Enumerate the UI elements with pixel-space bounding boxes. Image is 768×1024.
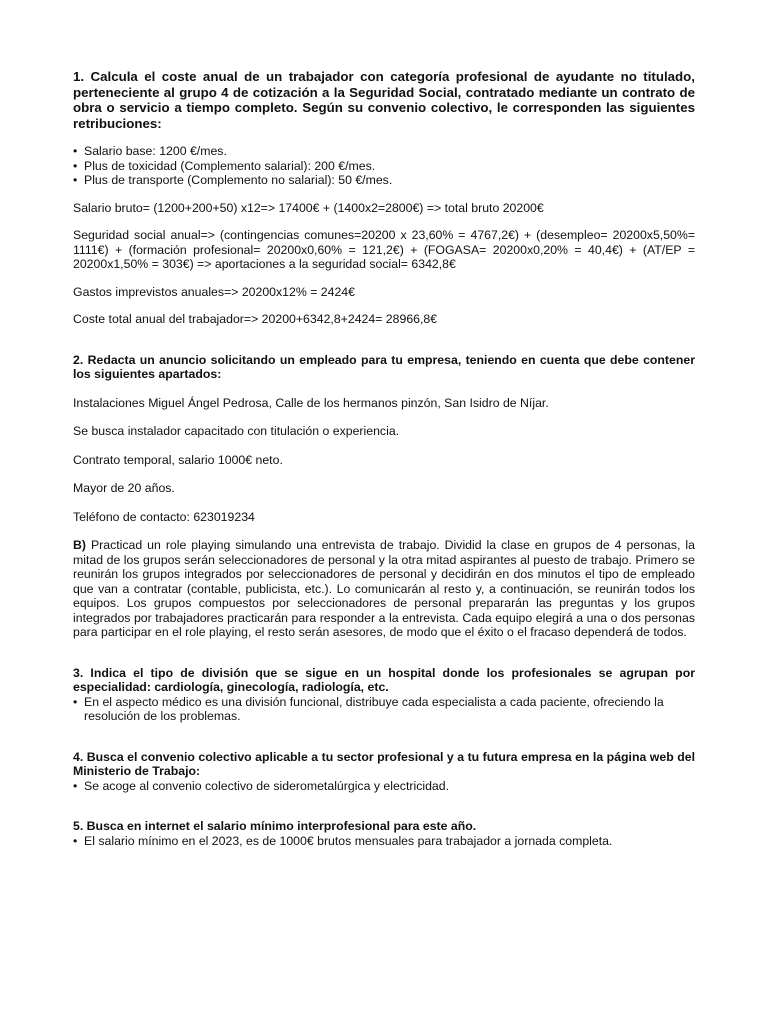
question-1 <box>73 69 695 327</box>
document-page <box>73 69 695 848</box>
busca-line: Se busca instalador capacitado con titulación o experiencia. <box>73 424 400 439</box>
gastos-imprevistos-line: Gastos imprevistos anuales=> 20200x12% = 2424€ <box>73 284 355 299</box>
question-5 <box>73 819 695 848</box>
list-item: • Plus de toxicidad (Complemento salarial): 200 €/mes. <box>73 159 695 174</box>
list-item: • Plus de transporte (Complemento no salarial): 50 €/mes. <box>73 173 695 188</box>
list-item: • El salario mínimo en el 2023, es de 1000€ brutos mensuales para trabajador a jornada completa. <box>73 834 695 849</box>
role-playing-text: Practicad un role playing simulando una entrevista de trabajo. Dividid la clase en grupos de 4 personas, la mitad de los grupos serán seleccionadores de personal y la otra mitad aspirantes al puesto de trabajo. Primero se reunirán los grupos integrados por seleccionadores de personal y decidirán en dos minutos el tipo de empleado que van a contratar (contable, publicista, etc.). Lo comunicarán al resto y, a continuación, se reunirán todos los equipos. Los grupos compuestos por seleccionadores de personal prepararán las preguntas y los grupos integrados por trabajadores practicarán para responder a la entrevista. Cada equipo elegirá a una o dos personas para participar en el role playing, el resto serán asesores, de modo que el éxito o el fracaso dependerá de todos. <box>73 538 695 640</box>
list-item: • Salario base: 1200 €/mes. <box>73 144 695 159</box>
question-4 <box>73 750 695 794</box>
edad-line: Mayor de 20 años. <box>73 481 175 496</box>
role-playing-paragraph <box>73 538 695 640</box>
question-2 <box>73 353 695 640</box>
salario-bruto-line: Salario bruto= (1200+200+50) x12=> 17400€ + (1400x2=2800€) => total bruto 20200€ <box>73 200 544 215</box>
b-label: B) <box>73 538 86 553</box>
seguridad-social-paragraph: Seguridad social anual=> (contingencias comunes=20200 x 23,60% = 4767,2€) + (desempleo= 20200x5,50%= 1111€) + (formación profesional= 20200x0,60% = 121,2€) + (FOGASA= 20200x0,20% = 40,4€) + (AT/EP = 20200x1,50% = 303€) => aportaciones a la seguridad social= 6342,8€ <box>73 228 695 272</box>
question-5-heading: 5. Busca en internet el salario mínimo interprofesional para este año. <box>73 819 477 834</box>
question-2-heading: 2. Redacta un anuncio solicitando un empleado para tu empresa, teniendo en cuenta que debe contener los siguientes apartados: <box>73 352 695 382</box>
question-4-heading: 4. Busca el convenio colectivo aplicable a tu sector profesional y a tu futura empresa en la página web del Ministerio de Trabajo: <box>73 749 695 779</box>
question-3-answer <box>73 695 695 724</box>
question-3-heading: 3. Indica el tipo de división que se sigue en un hospital donde los profesionales se agrupan por especialidad: cardiología, ginecología, radiología, etc. <box>73 665 695 695</box>
empresa-line: Instalaciones Miguel Ángel Pedrosa, Calle de los hermanos pinzón, San Isidro de Níjar. <box>73 395 549 410</box>
contrato-line: Contrato temporal, salario 1000€ neto. <box>73 452 283 467</box>
list-item: • Se acoge al convenio colectivo de siderometalúrgica y electricidad. <box>73 779 695 794</box>
list-item: • En el aspecto médico es una división funcional, distribuye cada especialista a cada paciente, ofreciendo la resolución de los problemas. <box>73 695 695 724</box>
question-5-answer <box>73 834 695 849</box>
coste-total-line: Coste total anual del trabajador=> 20200+6342,8+2424= 28966,8€ <box>73 312 438 327</box>
telefono-line: Teléfono de contacto: 623019234 <box>73 509 255 524</box>
retribuciones-list <box>73 144 695 188</box>
question-4-answer <box>73 779 695 794</box>
question-3 <box>73 666 695 724</box>
question-1-heading: 1. Calcula el coste anual de un trabajador con categoría profesional de ayudante no titulado, perteneciente al grupo 4 de cotización a la Seguridad Social, contratado mediante un contrato de obra o servicio a tiempo completo. Según su convenio colectivo, le corresponden las siguientes retribuciones: <box>73 69 695 131</box>
